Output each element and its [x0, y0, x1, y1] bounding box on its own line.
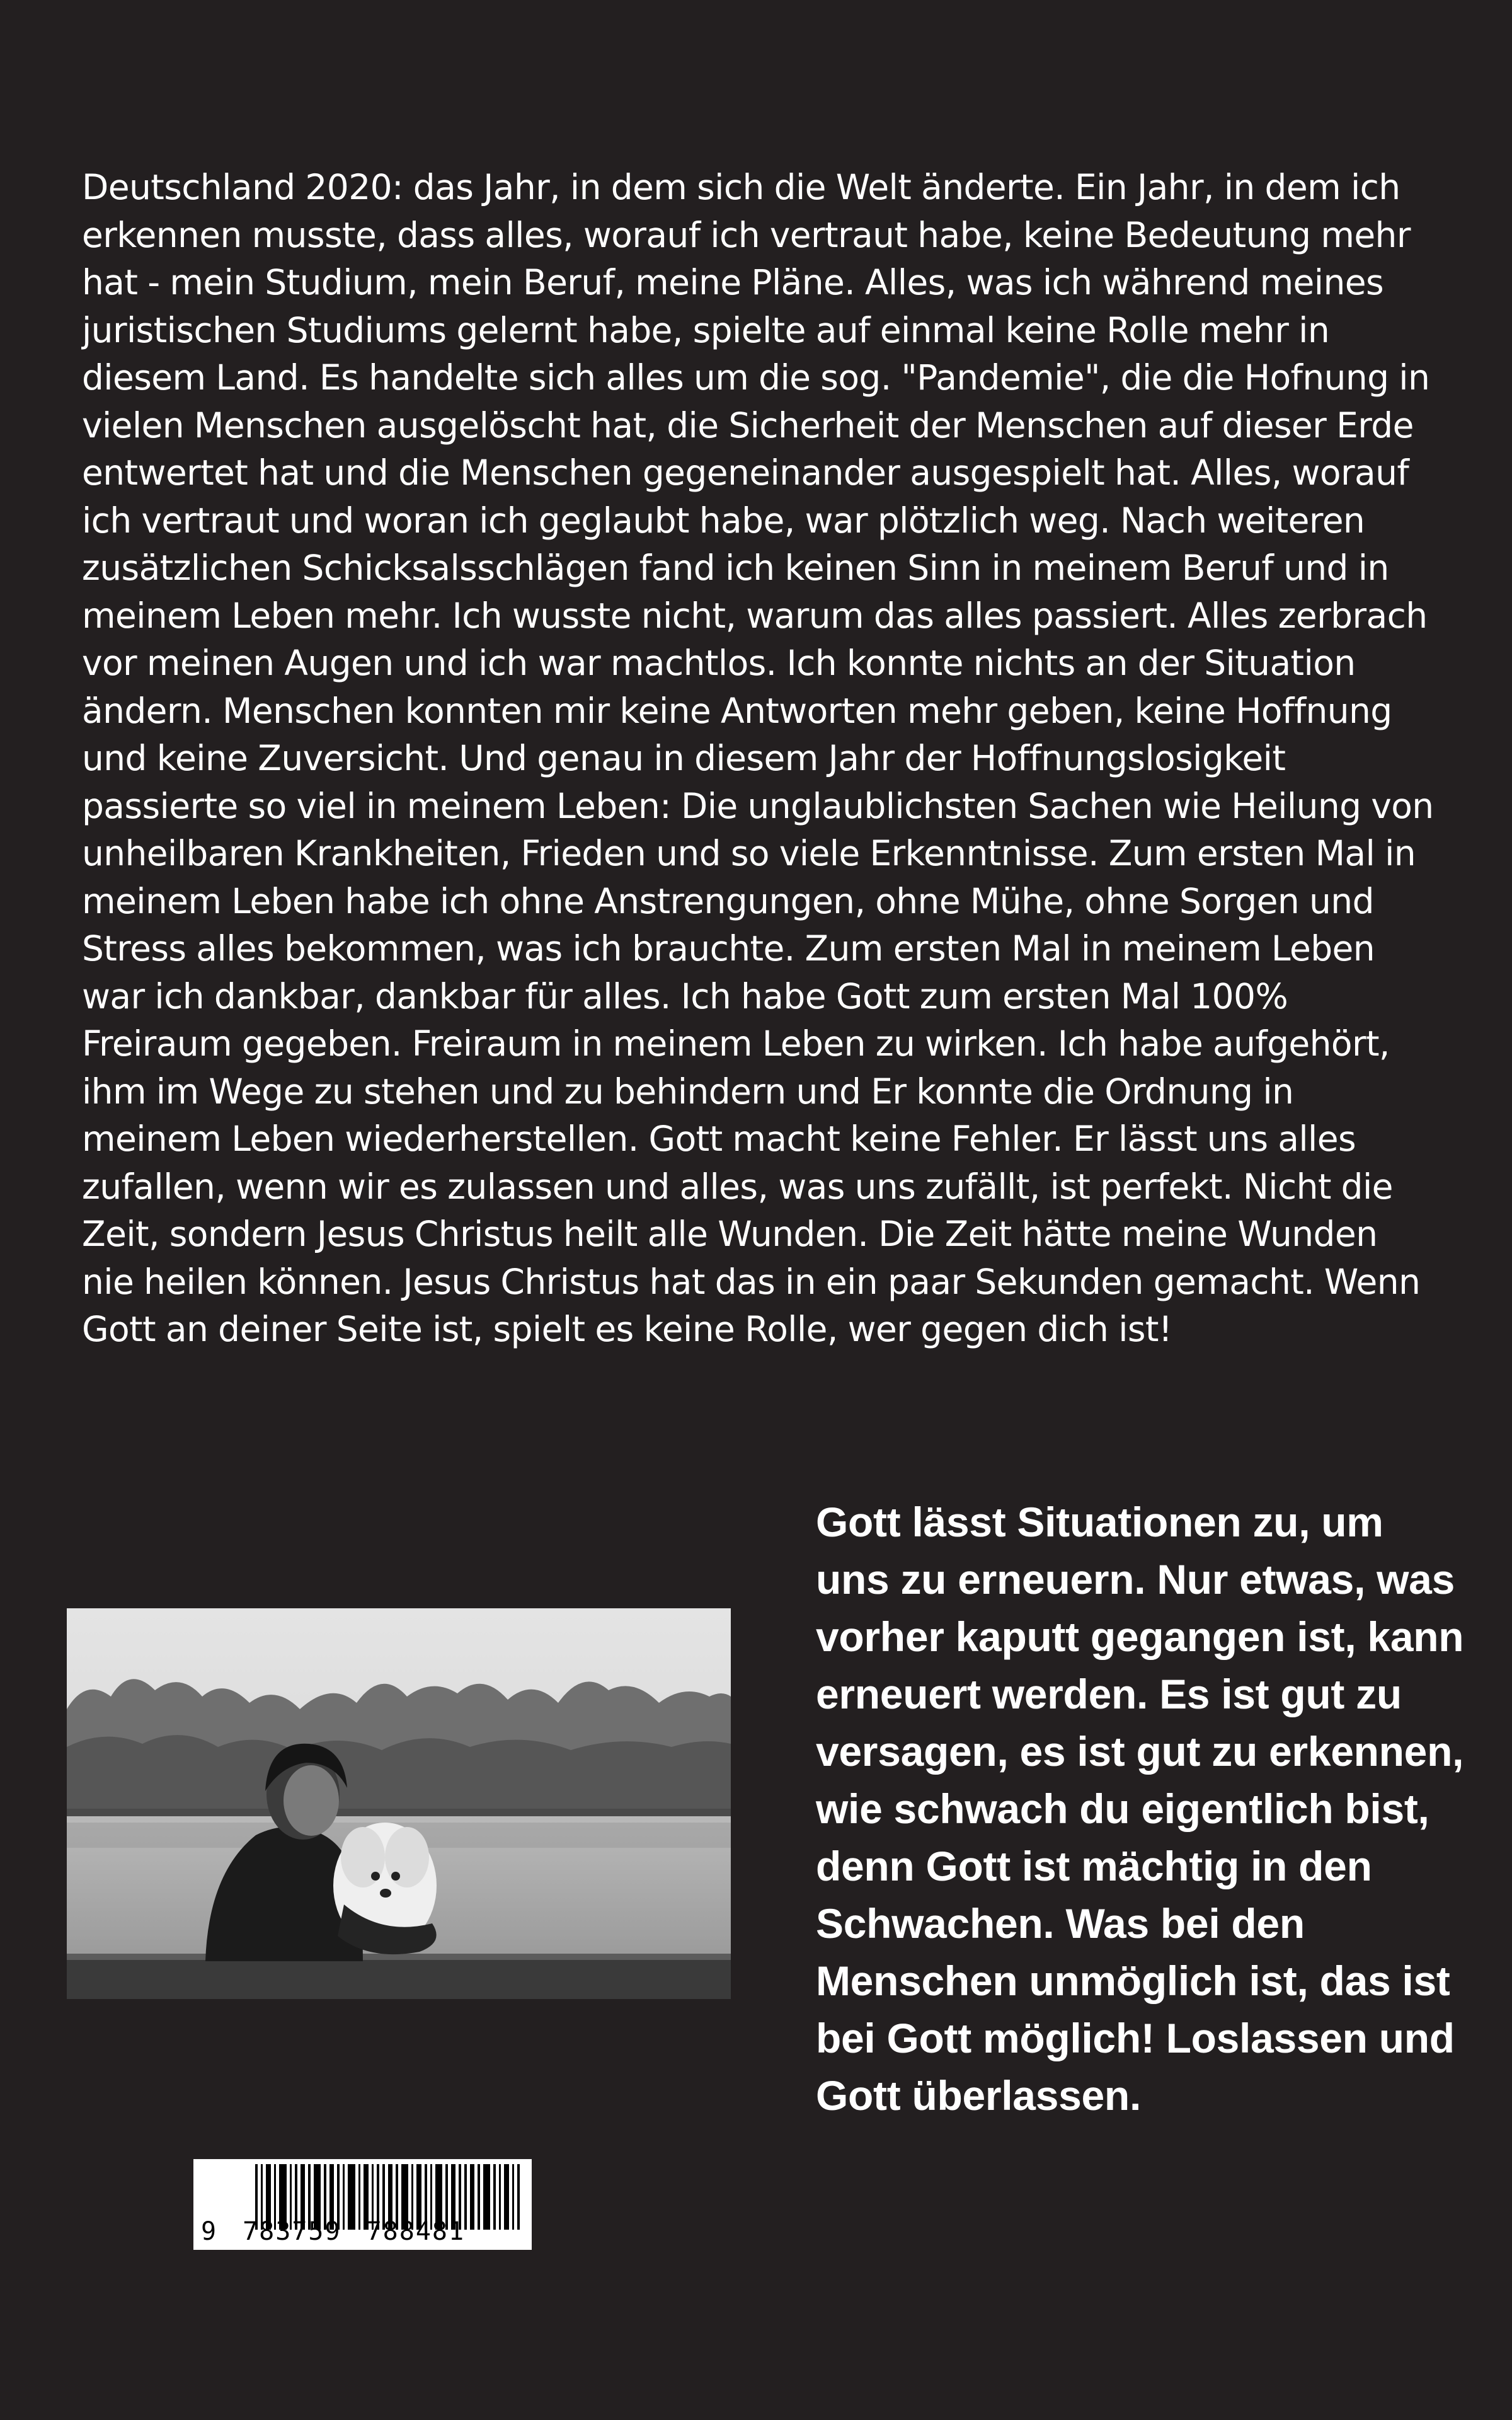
author-photo	[67, 1608, 731, 1999]
isbn-number	[201, 2217, 465, 2246]
author-photo-image	[67, 1608, 731, 1999]
blurb-text: Deutschland 2020: das Jahr, in dem sich die Welt änderte. Ein Jahr, in dem ich erkennen musste, dass alles, worauf ich vertraut habe, keine Bedeutung mehr hat - mein Studium, mein Beruf, meine Pläne. Alles, was ich während meines juristischen Studiums gelernt habe, spielte auf einmal keine Rolle mehr in diesem Land. Es handelte sich alles um die sog. "Pandemie", die die Hofnung in vielen Menschen ausgelöscht hat, die Sicherheit der Menschen auf dieser Erde entwertet hat und die Menschen gegeneinander ausgespielt hat. Alles, worauf ich vertraut und woran ich geglaubt habe, war plötzlich weg. Nach weiteren zusätzlichen Schicksalsschlägen fand ich keinen Sinn in meinem Beruf und in meinem Leben mehr. Ich wusste nicht, warum das alles passiert. Alles zerbrach vor meinen Augen und ich war machtlos. Ich konnte nichts an der Situation ändern. Menschen konnten mir keine Antworten mehr geben, keine Hoffnung und keine Zuversicht. Und genau in diesem Jahr der Hoffnungslosigkeit passierte so viel in meinem Leben: Die unglaublichsten Sachen wie Heilung von unheilbaren Krankheiten, Frieden und so viele Erkenntnisse. Zum ersten Mal in meinem Leben habe ich ohne Anstrengungen, ohne Mühe, ohne Sorgen und Stress alles bekommen, was ich brauchte. Zum ersten Mal in meinem Leben war ich dankbar, dankbar für alles. Ich habe Gott zum ersten Mal 100% Freiraum gegeben. Freiraum in meinem Leben zu wirken. Ich habe aufgehört, ihm im Wege zu stehen und zu behindern und Er konnte die Ordnung in meinem Leben wiederherstellen. Gott macht keine Fehler. Er lässt uns alles zufallen, wenn wir es zulassen und alles, was uns zufällt, ist perfekt. Nicht die Zeit, sondern Jesus Christus heilt alle Wunden. Die Zeit hätte meine Wunden nie heilen können. Jesus Christus hat das in ein paar Sekunden gemacht. Wenn Gott an deiner Seite ist, spielt es keine Rolle, wer gegen dich ist!	[82, 167, 1434, 1349]
isbn-group-1: 783759	[243, 2217, 341, 2246]
isbn-prefix: 9	[201, 2217, 218, 2246]
isbn-barcode	[193, 2159, 532, 2250]
quote-text: Gott lässt Situationen zu, um uns zu erneuern. Nur etwas, was vorher kaputt gegangen ist, kann erneuert werden. Es ist gut zu versagen, es ist gut zu erkennen, wie schwach du eigentlich bist, denn Gott ist mächtig in den Schwachen. Was bei den Menschen unmöglich ist, das ist bei Gott möglich! Loslassen und Gott überlassen.	[816, 1499, 1464, 2119]
isbn-group-2: 788481	[366, 2217, 466, 2246]
